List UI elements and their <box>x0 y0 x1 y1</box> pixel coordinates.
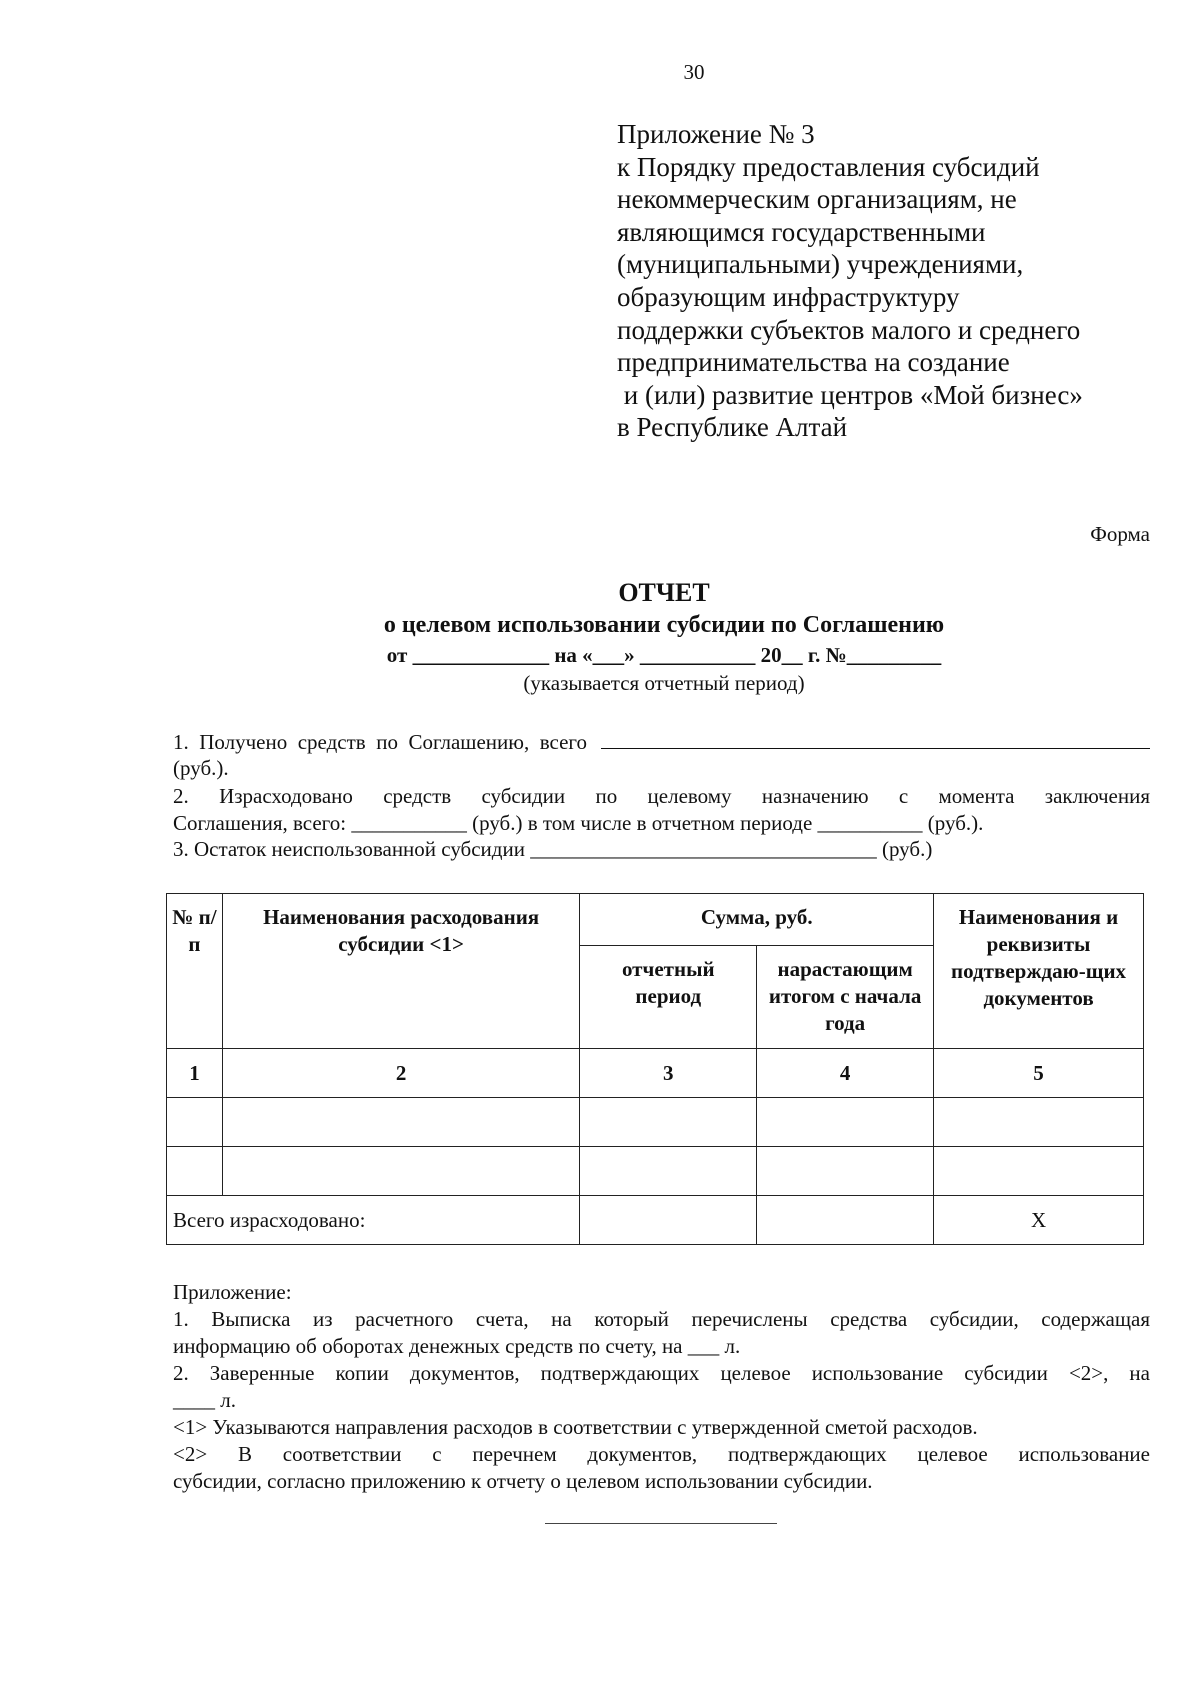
index-cell: 5 <box>934 1049 1144 1098</box>
footnote-2-line-1: <2> В соответствии с перечнем документов, подтверждающих целевое использование <box>173 1442 1150 1466</box>
period-note: (указывается отчетный период) <box>523 671 805 695</box>
table-row <box>167 1147 1144 1196</box>
header-num: № п/п <box>167 894 223 1049</box>
index-cell: 2 <box>222 1049 579 1098</box>
attachment-item-1-line-2: информацию об оборотах денежных средств по счету, на ___ л. <box>173 1334 741 1358</box>
table-cell <box>222 1147 579 1196</box>
attachment-item-2-line-1: 2. Заверенные копии документов, подтверждающих целевое использование субсидии <2>, на <box>173 1361 1150 1385</box>
header-reporting-period: отчетный период <box>580 946 757 1049</box>
expenditure-table <box>166 893 1144 1245</box>
table-cell <box>757 1147 934 1196</box>
appendix-line: и (или) развитие центров «Мой бизнес» <box>617 379 1083 410</box>
table-cell <box>222 1098 579 1147</box>
index-cell: 3 <box>580 1049 757 1098</box>
item-2-line-1: 2. Израсходовано средств субсидии по целевому назначению с момента заключения <box>173 784 1150 808</box>
appendix-line: являющимся государственными <box>617 216 986 247</box>
total-period-cell <box>580 1196 757 1245</box>
table-cell <box>167 1147 223 1196</box>
appendix-line: предпринимательства на создание <box>617 347 1010 378</box>
appendix-line: поддержки субъектов малого и среднего <box>617 314 1081 345</box>
table-total-row <box>167 1196 1144 1245</box>
attachment-item-1-line-1: 1. Выписка из расчетного счета, на который перечислены средства субсидии, содержащая <box>173 1307 1150 1331</box>
appendix-line: Приложение № 3 <box>617 119 815 149</box>
appendix-line: некоммерческим организациям, не <box>617 184 1017 215</box>
footer-divider <box>545 1523 777 1524</box>
item-3: 3. Остаток неиспользованной субсидии _________________________________ (руб.) <box>173 837 933 861</box>
table-cell <box>757 1098 934 1147</box>
report-title: ОТЧЕТ <box>618 578 710 607</box>
item-1-unit: (руб.). <box>173 756 229 780</box>
total-docs-mark: X <box>934 1196 1144 1245</box>
appendix-line: к Порядку предоставления субсидий <box>617 151 1040 182</box>
table-cell <box>580 1147 757 1196</box>
total-cumulative-cell <box>757 1196 934 1245</box>
index-cell: 1 <box>167 1049 223 1098</box>
appendix-header <box>617 118 1083 444</box>
header-sum: Сумма, руб. <box>580 894 934 946</box>
page-number: 30 <box>683 60 705 84</box>
footnote-2-line-2: субсидии, согласно приложению к отчету о целевом использовании субсидии. <box>173 1469 873 1493</box>
item-2-line-2: Соглашения, всего: ___________ (руб.) в том числе в отчетном периоде __________ (руб.). <box>173 811 984 835</box>
item-1-blank <box>601 728 1150 749</box>
appendix-line: (муниципальными) учреждениями, <box>617 249 1024 280</box>
table-cell <box>580 1098 757 1147</box>
table-header-row <box>167 894 1144 946</box>
table-cell <box>934 1098 1144 1147</box>
table-index-row <box>167 1049 1144 1098</box>
footnote-1: <1> Указываются направления расходов в соответствии с утвержденной сметой расходов. <box>173 1415 978 1439</box>
header-cumulative: нарастающим итогом с начала года <box>757 946 934 1049</box>
item-1-text: 1. Получено средств по Соглашению, всего <box>173 730 587 754</box>
table-row <box>167 1098 1144 1147</box>
attachment-heading: Приложение: <box>173 1280 292 1304</box>
total-label: Всего израсходовано: <box>167 1196 580 1245</box>
index-cell: 4 <box>757 1049 934 1098</box>
header-documents: Наименования и реквизиты подтверждаю-щих документов <box>934 894 1144 1049</box>
item-1 <box>173 728 1150 756</box>
table-cell <box>934 1147 1144 1196</box>
report-subtitle: о целевом использовании субсидии по Соглашению <box>383 612 945 638</box>
table-cell <box>167 1098 223 1147</box>
form-label: Форма <box>1090 522 1150 546</box>
attachment-item-2-line-2: ____ л. <box>173 1388 236 1412</box>
report-dateline: от _____________ на «___» ___________ 20__ г. №_________ <box>386 643 942 667</box>
appendix-line: образующим инфраструктуру <box>617 281 960 312</box>
appendix-line: в Республике Алтай <box>617 412 848 443</box>
header-expense-name: Наименования расходования субсидии <1> <box>222 894 579 1049</box>
